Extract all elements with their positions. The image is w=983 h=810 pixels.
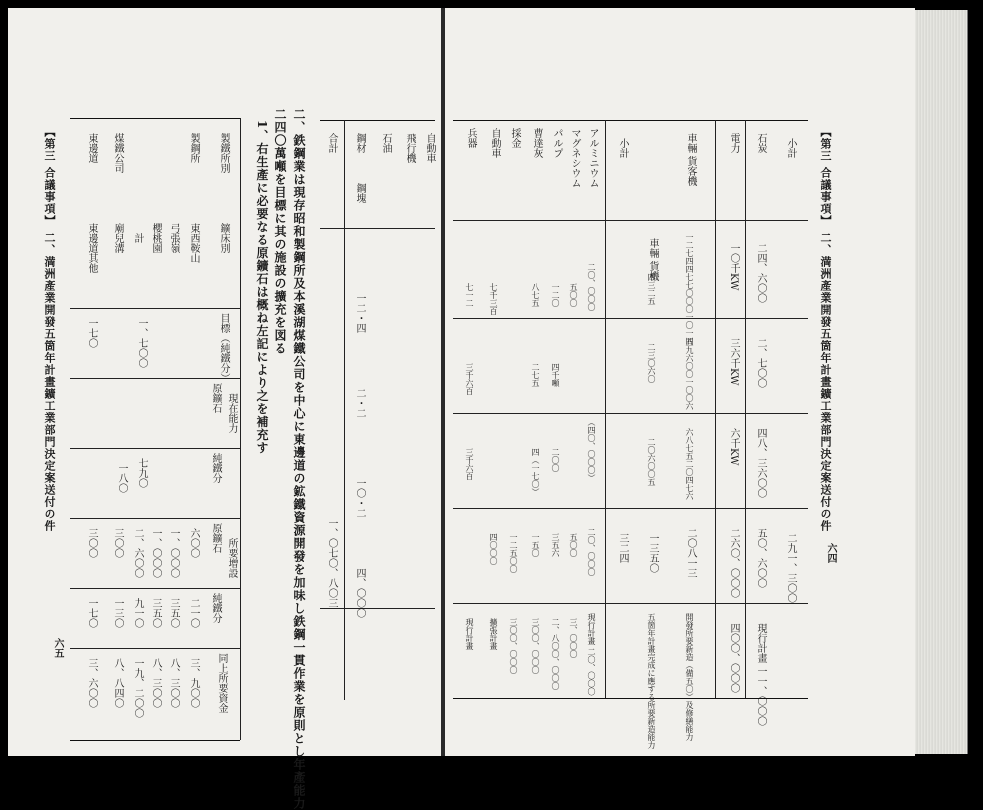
ore-table-divider-5 xyxy=(70,588,240,589)
col-value: 三〇〇、〇〇〇 xyxy=(531,618,540,674)
col-value: 二〇六〇〇五 xyxy=(647,438,656,486)
bracket-value: 一〇・二 xyxy=(354,478,365,518)
col-value: 五〇〇 xyxy=(569,533,578,557)
col-value: 二〇、〇〇〇 xyxy=(587,263,596,311)
col-value: 二、七〇〇 xyxy=(755,338,766,388)
mine-name: 東西鞍山 xyxy=(188,223,199,263)
col-value: 四三二五 xyxy=(647,273,656,305)
col-value: 三五六 xyxy=(551,533,560,557)
col-value: 五箇年計畫完成に應する所要新造能力 xyxy=(647,613,656,749)
header-works: 製鐵所別 xyxy=(218,133,229,173)
right-table-top xyxy=(453,120,808,121)
required-fe: 一三〇 xyxy=(112,598,123,628)
left-page xyxy=(8,8,441,810)
col-value: 三千六百 xyxy=(465,448,474,480)
mine-name: 弓張嶺 xyxy=(168,223,179,253)
col-label: パルプ xyxy=(551,128,562,158)
header-required-fe: 純鐵分 xyxy=(210,593,221,623)
col-value: 三二四 xyxy=(617,533,628,563)
right-page-number: 六四 xyxy=(825,543,836,563)
col-value: 六八七五二〇四七六 xyxy=(685,428,694,500)
right-table-header-rule xyxy=(453,220,808,221)
col-value: 四〇〇〇 xyxy=(489,533,498,565)
col-label: マグネシウム xyxy=(569,128,580,188)
bracket-header: 鋼材 xyxy=(354,133,365,153)
body-text-line: 二四〇萬噸を目標に其の施設の擴充を図る xyxy=(273,108,287,355)
col-value: 五九六〇〇一〇〇六 xyxy=(685,338,694,410)
col-label: 兵器 xyxy=(465,128,476,148)
mine-name: 廟兒溝 xyxy=(112,223,123,253)
left-running-head: 【第三 合議事項】 二、満洲產業開發五箇年計畫鑛工業部門決定案送付の件 xyxy=(43,126,56,532)
col-value: 一二〇 xyxy=(551,283,560,307)
bracket-value: 一二・四 xyxy=(354,293,365,333)
col-label: 採金 xyxy=(509,128,520,148)
col-value: 七千三百 xyxy=(489,283,498,315)
col-value: 四八、三六〇〇 xyxy=(755,428,766,498)
required-fe: 三五〇 xyxy=(168,598,179,628)
bracket-table-rule xyxy=(344,120,345,700)
col-value: 五〇〇 xyxy=(569,283,578,307)
header-required: 所要增設 xyxy=(226,538,237,578)
col-label: 車輛 貨客機 xyxy=(685,133,696,187)
required-ore: 三〇〇 xyxy=(86,528,97,558)
header-current-fe: 純鐵分 xyxy=(210,453,221,483)
ore-table-divider-2 xyxy=(70,378,240,379)
header-capital: 同上所要資金 xyxy=(216,653,227,713)
col-label: 小計 xyxy=(617,138,628,158)
works-name: 製鋼所 xyxy=(188,133,199,163)
body-text-line: 1、右生產に必要なる原鑛石は概ね左記により之を補充す xyxy=(255,120,269,455)
col-value: 二七五 xyxy=(531,363,540,387)
right-table-row-rule xyxy=(453,318,808,319)
right-table-row-rule xyxy=(453,413,808,414)
mine-name: 東邊道其他 xyxy=(86,223,97,273)
col-value: 三六千KW xyxy=(728,338,739,386)
col-label: アルミニウム xyxy=(587,128,598,188)
col-value: 三〇〇、〇〇〇 xyxy=(509,618,518,674)
col-value: 擴張計畫 xyxy=(489,618,498,650)
left-page-number: 六五 xyxy=(52,638,63,658)
ore-table-top xyxy=(70,118,240,119)
required-fe: 三五〇 xyxy=(150,598,161,628)
mine-name: 計 xyxy=(132,233,143,243)
header-current-ore: 原鑛石 xyxy=(210,383,221,413)
required-ore: 六〇〇 xyxy=(188,528,199,558)
bracket-first-col-label: 合計 xyxy=(326,133,337,153)
capital: 三、六〇〇 xyxy=(86,658,97,708)
col-value: 二〇〇 xyxy=(551,448,560,472)
col-value: 一二七四四七七〇〇〇一〇一四 xyxy=(685,233,694,345)
col-value: 一二五〇〇 xyxy=(509,533,518,573)
ore-table-divider-4 xyxy=(70,518,240,519)
bracket-value: 一、〇七〇、八〇三 xyxy=(326,518,337,608)
col-value: （四〇、〇〇〇） xyxy=(587,418,596,482)
col-label: 自動車 xyxy=(489,128,500,158)
col-value: 三、〇〇〇 xyxy=(569,618,578,658)
ore-table-border xyxy=(240,118,241,740)
ore-table-divider-1 xyxy=(70,308,240,309)
bracket-value: 二・二 xyxy=(354,388,365,418)
required-fe: 九一〇 xyxy=(132,598,143,628)
ore-table-divider-3 xyxy=(70,448,240,449)
page-edges xyxy=(915,10,968,754)
right-table-col-rule xyxy=(745,120,746,698)
target: 一七〇 xyxy=(86,318,97,348)
target: 一、七〇〇 xyxy=(136,318,147,368)
header-current: 現在能力 xyxy=(226,393,237,433)
capital: 三、九〇〇 xyxy=(188,658,199,708)
col-value: 一三五〇 xyxy=(647,533,658,573)
mine-name: 櫻桃園 xyxy=(150,223,161,253)
col-value: 七一二 xyxy=(465,283,474,307)
col-value: 現行計畫 二〇、〇〇〇 xyxy=(587,613,596,696)
col-label: 車輛 貨機 xyxy=(647,238,658,282)
col-label: 電力 xyxy=(728,133,739,153)
col-value: 一五〇 xyxy=(531,533,540,557)
current-fe: 七九〇 xyxy=(136,458,147,488)
right-table-row-rule xyxy=(453,603,808,604)
col-value: 二〇八一三 xyxy=(685,528,696,578)
col-value: 二四、六〇〇 xyxy=(755,243,766,303)
capital: 一九、二〇〇 xyxy=(132,658,143,718)
col-label: 石炭 xyxy=(755,133,766,153)
bracket-table-top xyxy=(320,120,435,121)
required-ore: 二、六〇〇 xyxy=(132,528,143,578)
col-value: 開發所要新造（備五〇）及修繕能力 xyxy=(685,613,694,741)
bracket-header: 鋼塊 xyxy=(354,183,365,203)
current-fe: 一八〇 xyxy=(116,463,127,493)
header-required-ore: 原鑛石 xyxy=(210,523,221,553)
col-value: 五〇、六〇〇 xyxy=(755,528,766,588)
header-target: 目標（純鐵分） xyxy=(218,313,229,383)
col-value: 四千噸 xyxy=(551,363,560,387)
bracket-table-rule xyxy=(320,228,435,229)
col-value: 一〇千KW xyxy=(728,243,739,291)
bracket-table-rule xyxy=(320,608,435,609)
col-value: 二三〇六〇 xyxy=(647,343,656,383)
works-name: 東邊道 xyxy=(86,133,97,163)
col-value: 二六〇、〇〇〇 xyxy=(728,528,739,598)
col-value: 四〇〇、〇〇〇 xyxy=(728,623,739,693)
bracket-header: 石油 xyxy=(380,133,391,153)
required-fe: 一七〇 xyxy=(86,598,97,628)
right-table-col-rule xyxy=(605,120,606,698)
col-value: 現行計畫 一一、〇〇〇 xyxy=(755,623,766,727)
col-value: 八七五 xyxy=(531,283,540,307)
col-value: 六千KW xyxy=(728,428,739,466)
ore-table-divider-6 xyxy=(70,648,240,649)
bracket-header: 自動車 xyxy=(424,133,435,163)
bracket-value: 四、〇〇〇 xyxy=(354,568,365,618)
col-value: 二九一、三〇〇 xyxy=(785,533,796,603)
required-ore: 一、〇〇〇 xyxy=(150,528,161,578)
bracket-header: 飛行機 xyxy=(404,133,415,163)
required-fe: 二一〇 xyxy=(188,598,199,628)
col-value: 二、八〇〇、〇〇〇 xyxy=(551,618,560,690)
ore-table-bottom xyxy=(70,740,240,741)
required-ore: 一、〇〇〇 xyxy=(168,528,179,578)
capital: 八、三〇〇 xyxy=(168,658,179,708)
right-running-head: 【第三 合議事項】 二、満洲產業開發五箇年計畫鑛工業部門決定案送付の件 xyxy=(819,126,832,532)
col-value: 三千六百 xyxy=(465,363,474,395)
right-table-col-rule xyxy=(715,120,716,698)
right-page xyxy=(445,8,915,756)
col-label: 曹達灰 xyxy=(531,128,542,158)
col-value: 四（一七〇） xyxy=(531,448,540,496)
col-value: 二〇、〇〇〇 xyxy=(587,528,596,576)
col-value: 現行計畫 xyxy=(465,618,474,650)
header-mine: 鑛床別 xyxy=(218,223,229,253)
col-label: 小計 xyxy=(785,138,796,158)
right-table-row-rule xyxy=(453,508,808,509)
body-text-line: 二、鉄鋼業は現存昭和製鋼所及本溪湖煤鐵公司を中心に東邊道の鉱鐵資源開發を加味し鉄鋼一貫作業を原則とし年產能力 xyxy=(292,108,306,810)
works-name: 煤鐵公司 xyxy=(112,133,123,173)
capital: 八、八四〇 xyxy=(112,658,123,708)
capital: 八、三〇〇 xyxy=(150,658,161,708)
required-ore: 三〇〇 xyxy=(112,528,123,558)
